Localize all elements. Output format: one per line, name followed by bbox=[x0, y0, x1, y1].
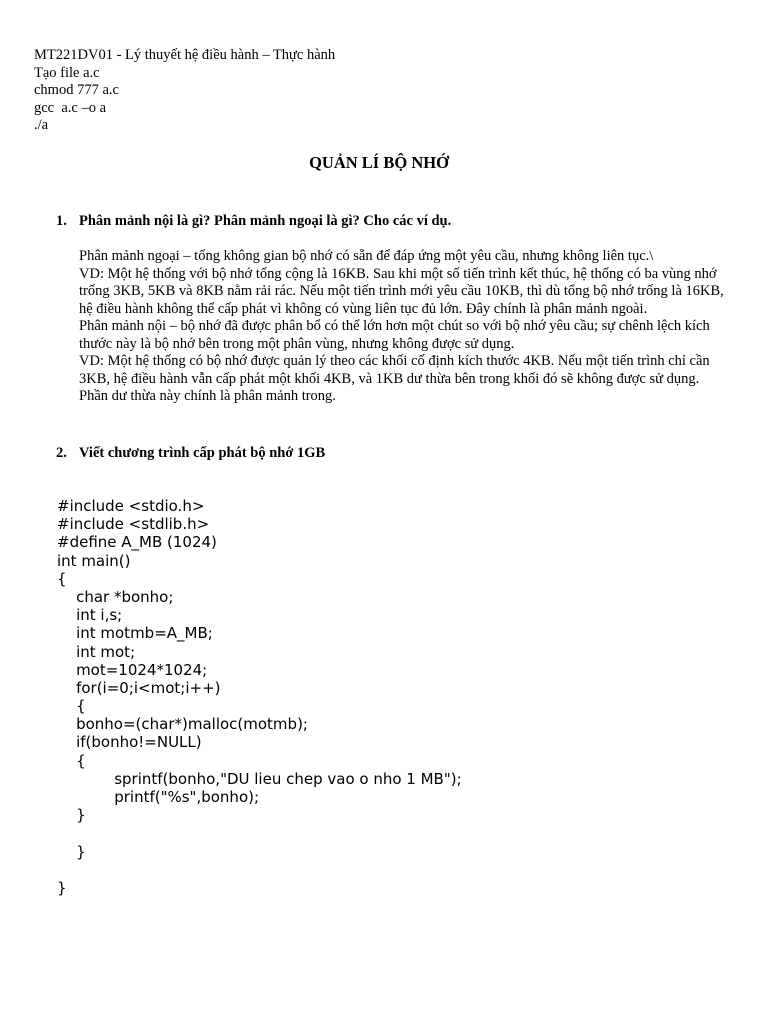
question-1-heading bbox=[56, 213, 736, 231]
code-line: sprintf(bonho,"DU lieu chep vao o nho 1 MB"); bbox=[57, 769, 462, 788]
code-line: if(bonho!=NULL) bbox=[57, 733, 202, 752]
code-line: { bbox=[57, 697, 86, 716]
code-line: for(i=0;i<mot;i++) bbox=[57, 678, 221, 697]
code-line: } bbox=[57, 842, 86, 861]
code-line: int motmb=A_MB; bbox=[57, 624, 213, 643]
course-title: MT221DV01 - Lý thuyết hệ điều hành – Thực hành bbox=[34, 47, 336, 63]
code-line: } bbox=[57, 806, 86, 825]
question-2-text: Viết chương trình cấp phát bộ nhớ 1GB bbox=[79, 445, 326, 461]
code-line: #define A_MB (1024) bbox=[57, 533, 217, 552]
answer-paragraph-internal-def: Phân mảnh nội – bộ nhớ đã được phân bổ có thể lớn hơn một chút so với bộ nhớ yêu cầu; sự chênh lệch kích thước này là bộ nhớ bên trong một phân vùng, nhưng không được sử dụng. bbox=[79, 318, 710, 352]
command-create-file: Tạo file a.c bbox=[34, 64, 100, 81]
command-run: ./a bbox=[34, 117, 49, 133]
question-2-number: 2. bbox=[56, 445, 67, 461]
code-line: } bbox=[57, 878, 67, 897]
question-2-heading bbox=[56, 445, 736, 463]
code-line: { bbox=[57, 569, 67, 588]
code-line: #include <stdlib.h> bbox=[57, 515, 210, 534]
code-line: int i,s; bbox=[57, 606, 123, 625]
code-line: { bbox=[57, 751, 86, 770]
code-line bbox=[57, 824, 747, 842]
code-line: mot=1024*1024; bbox=[57, 660, 208, 679]
answer-1 bbox=[79, 248, 724, 406]
code-line: printf("%s",bonho); bbox=[57, 788, 260, 806]
code-line bbox=[57, 861, 747, 879]
answer-paragraph-external-example: VD: Một hệ thống với bộ nhớ tổng cộng là 16KB. Sau khi một số tiến trình kết thúc, hệ thống có ba vùng nhớ trống 3KB, 5KB và 8KB nằm rải rác. Nếu một tiến trình mới yêu cầu 10KB, thì dù tổng bộ nhớ trống là 16KB, hệ điều hành không thể cấp phát vì không có vùng liên tục đủ lớn. Đây chính là phân mảnh ngoài. bbox=[79, 265, 724, 317]
command-chmod: chmod 777 a.c bbox=[34, 82, 119, 98]
command-gcc: gcc a.c –o a bbox=[34, 99, 107, 116]
code-line: char *bonho; bbox=[57, 587, 174, 606]
code-block bbox=[57, 497, 747, 897]
code-line: int main() bbox=[57, 551, 131, 570]
code-line: bonho=(char*)malloc(motmb); bbox=[57, 715, 308, 734]
page-title: QUẢN LÍ BỘ NHỚ bbox=[309, 153, 449, 172]
answer-paragraph-external-def: Phân mảnh ngoại – tổng không gian bộ nhớ có sẵn để đáp ứng một yêu cầu, nhưng không liên tục.\ bbox=[79, 248, 654, 264]
code-line: #include <stdio.h> bbox=[57, 497, 205, 515]
code-line: int mot; bbox=[57, 642, 136, 661]
question-1-text: Phân mảnh nội là gì? Phân mảnh ngoại là gì? Cho các ví dụ. bbox=[79, 213, 452, 229]
answer-paragraph-internal-example: VD: Một hệ thống có bộ nhớ được quản lý theo các khối cố định kích thước 4KB. Nếu một tiến trình chỉ cần 3KB, hệ điều hành vẫn cấp phát một khối 4KB, và 1KB dư thừa bên trong khối đó sẽ không được sử dụng. Phần dư thừa này chính là phân mảnh trong. bbox=[79, 353, 710, 404]
header-block bbox=[34, 47, 734, 135]
question-1-number: 1. bbox=[56, 213, 67, 229]
